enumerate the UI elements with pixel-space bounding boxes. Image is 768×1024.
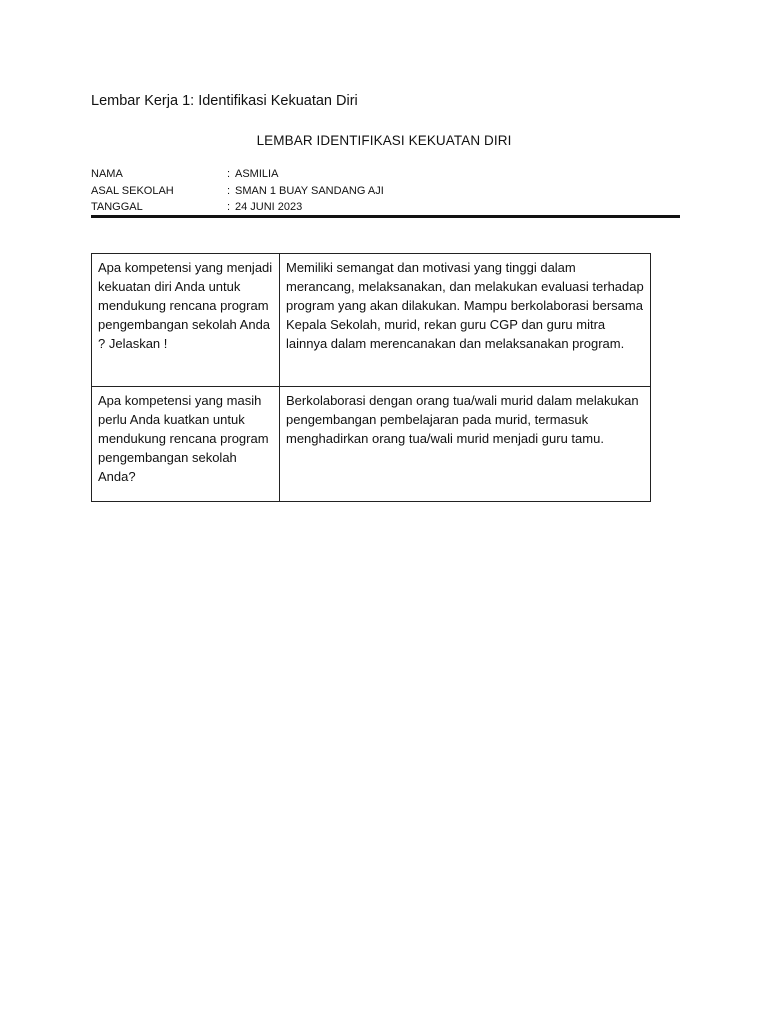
table-row [92,254,651,387]
answer-cell: Berkolaborasi dengan orang tua/wali murid dalam melakukan pengembangan pembelajaran pada murid, termasuk menghadirkan orang tua/wali murid menjadi guru tamu. [280,387,651,502]
identification-table [91,253,651,502]
header-divider [91,215,680,218]
identity-separator: : [227,168,231,180]
question-cell: Apa kompetensi yang menjadi kekuatan diri Anda untuk mendukung rencana program pengembangan sekolah Anda ? Jelaskan ! [92,254,280,387]
identity-label: NAMA [91,168,123,180]
worksheet-title: Lembar Kerja 1: Identifikasi Kekuatan Diri [91,93,358,109]
question-cell: Apa kompetensi yang masih perlu Anda kuatkan untuk mendukung rencana program pengembangan sekolah Anda? [92,387,280,502]
identity-row-school [91,183,681,200]
identity-row-date [91,199,681,216]
identity-value: 24 JUNI 2023 [235,201,303,213]
identity-label: TANGGAL [91,201,143,213]
document-heading: LEMBAR IDENTIFIKASI KEKUATAN DIRI [256,133,512,148]
identity-separator: : [227,201,231,213]
identity-label: ASAL SEKOLAH [91,184,174,197]
answer-cell: Memiliki semangat dan motivasi yang tinggi dalam merancang, melaksanakan, dan melakukan evaluasi terhadap program yang akan dilakukan. Mampu berkolaborasi bersama Kepala Sekolah, murid, rekan guru CGP dan guru mitra lainnya dalam merencanakan dan melaksanakan program. [280,254,651,387]
identity-row-name [91,166,681,183]
identity-block [91,166,681,216]
identity-separator: : [227,184,231,197]
identity-value: SMAN 1 BUAY SANDANG AJI [235,184,384,197]
table-row [92,387,651,502]
identity-value: ASMILIA [235,168,279,180]
